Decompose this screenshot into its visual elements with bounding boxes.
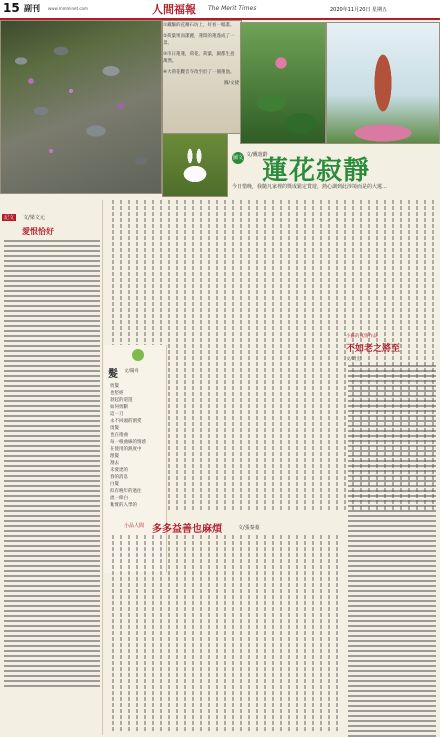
bottom-tag: 小品人間 — [124, 523, 145, 529]
bottom-author: 文/張秦蓁 — [238, 525, 260, 531]
poem-author: 文/陽舟 — [124, 369, 140, 374]
poem-line: 在使用的熱度中 — [110, 447, 142, 452]
poem-line: 白髮 — [110, 482, 119, 487]
poem-line: 勃起的道遊 — [110, 398, 133, 403]
caption-1: ①藏驅的花瓣石坊上，好看一幅畫。 — [163, 23, 235, 28]
poem-line: 每一根曲線的情感 — [110, 440, 146, 445]
poem-line: 似有晚年的過往 — [110, 489, 142, 494]
poem-line: 流一條白 — [110, 496, 128, 501]
poem-line: 如何剪斷 — [110, 405, 128, 410]
feature-byline: 文/戴遊齡 — [246, 152, 268, 158]
poem-line: 理髮 — [110, 454, 119, 459]
poem-line: 也在捲曲 — [110, 433, 128, 438]
feature-title: 蓮花寂靜 — [262, 156, 371, 186]
poem-line: 這一刀 — [110, 412, 124, 417]
caption-4: ④大荷花觀音寺改至於了一個蓮池。 — [163, 70, 235, 75]
section-name: 副刊 — [24, 4, 40, 13]
poem-badge-icon — [132, 349, 144, 361]
bottom-body-columns — [104, 535, 344, 733]
poem-line: 也堅經 — [110, 391, 124, 396]
poem-title: 髮 — [108, 369, 118, 380]
rabbit-photo — [162, 133, 228, 197]
poem-line: 紮實的入學的 — [110, 503, 137, 508]
left-column-tag: 記文 — [4, 215, 15, 221]
bottom-title: 多多益善也麻煩 — [152, 524, 222, 535]
left-column-title: 愛恨恰好 — [22, 226, 54, 236]
caption-2: ②荷葉果而潔麗，蓮間的蓮蓬成了一景。 — [163, 34, 235, 46]
pebble-garden-photo — [0, 20, 162, 194]
left-column — [2, 200, 103, 735]
aging-title: 不如老之將至 — [346, 344, 401, 354]
pagoda-photo — [326, 22, 440, 144]
aging-article — [346, 333, 438, 733]
poem-lines — [110, 383, 164, 509]
left-column-header — [2, 204, 102, 223]
feature-lead: 今日惜晚，我隨凡家裡的獎成鬆定賞遊，熱心調到此涉境而是的大蓮… — [232, 184, 388, 190]
poem-line: 春的消息 — [110, 475, 128, 480]
lotus-photo — [240, 22, 326, 144]
newspaper-logo: 人間福報 — [152, 3, 196, 16]
newspaper-logo-en: The Merit Times — [208, 5, 257, 12]
poem-line: 未發達的 — [110, 468, 128, 473]
aging-body — [346, 365, 438, 737]
left-column-body — [2, 240, 102, 687]
page-number: 15 — [3, 1, 20, 15]
aging-tag: 小蘇的真情作品 — [346, 334, 378, 339]
header-date: 2020年11月20日 星期五 — [330, 7, 388, 13]
poem-line: 烫髮 — [110, 426, 119, 431]
poem-line: 剪髮 — [110, 384, 119, 389]
photo-captions — [163, 22, 239, 87]
aging-author: 文/周宏 — [346, 357, 362, 362]
photo-credit: 圖/文捷 — [223, 81, 239, 86]
caption-3: ③市日蓮蓮，荷花，荷葉，錦都生意萬然。 — [163, 52, 235, 64]
header-url: www.mmminet.com — [48, 6, 88, 11]
feature-tag: 圖文 — [232, 152, 244, 164]
left-column-author: 文/梁文元 — [23, 215, 45, 221]
poem-line: 永不回頭的割愛 — [110, 419, 142, 424]
poem-line: 割去 — [110, 461, 119, 466]
